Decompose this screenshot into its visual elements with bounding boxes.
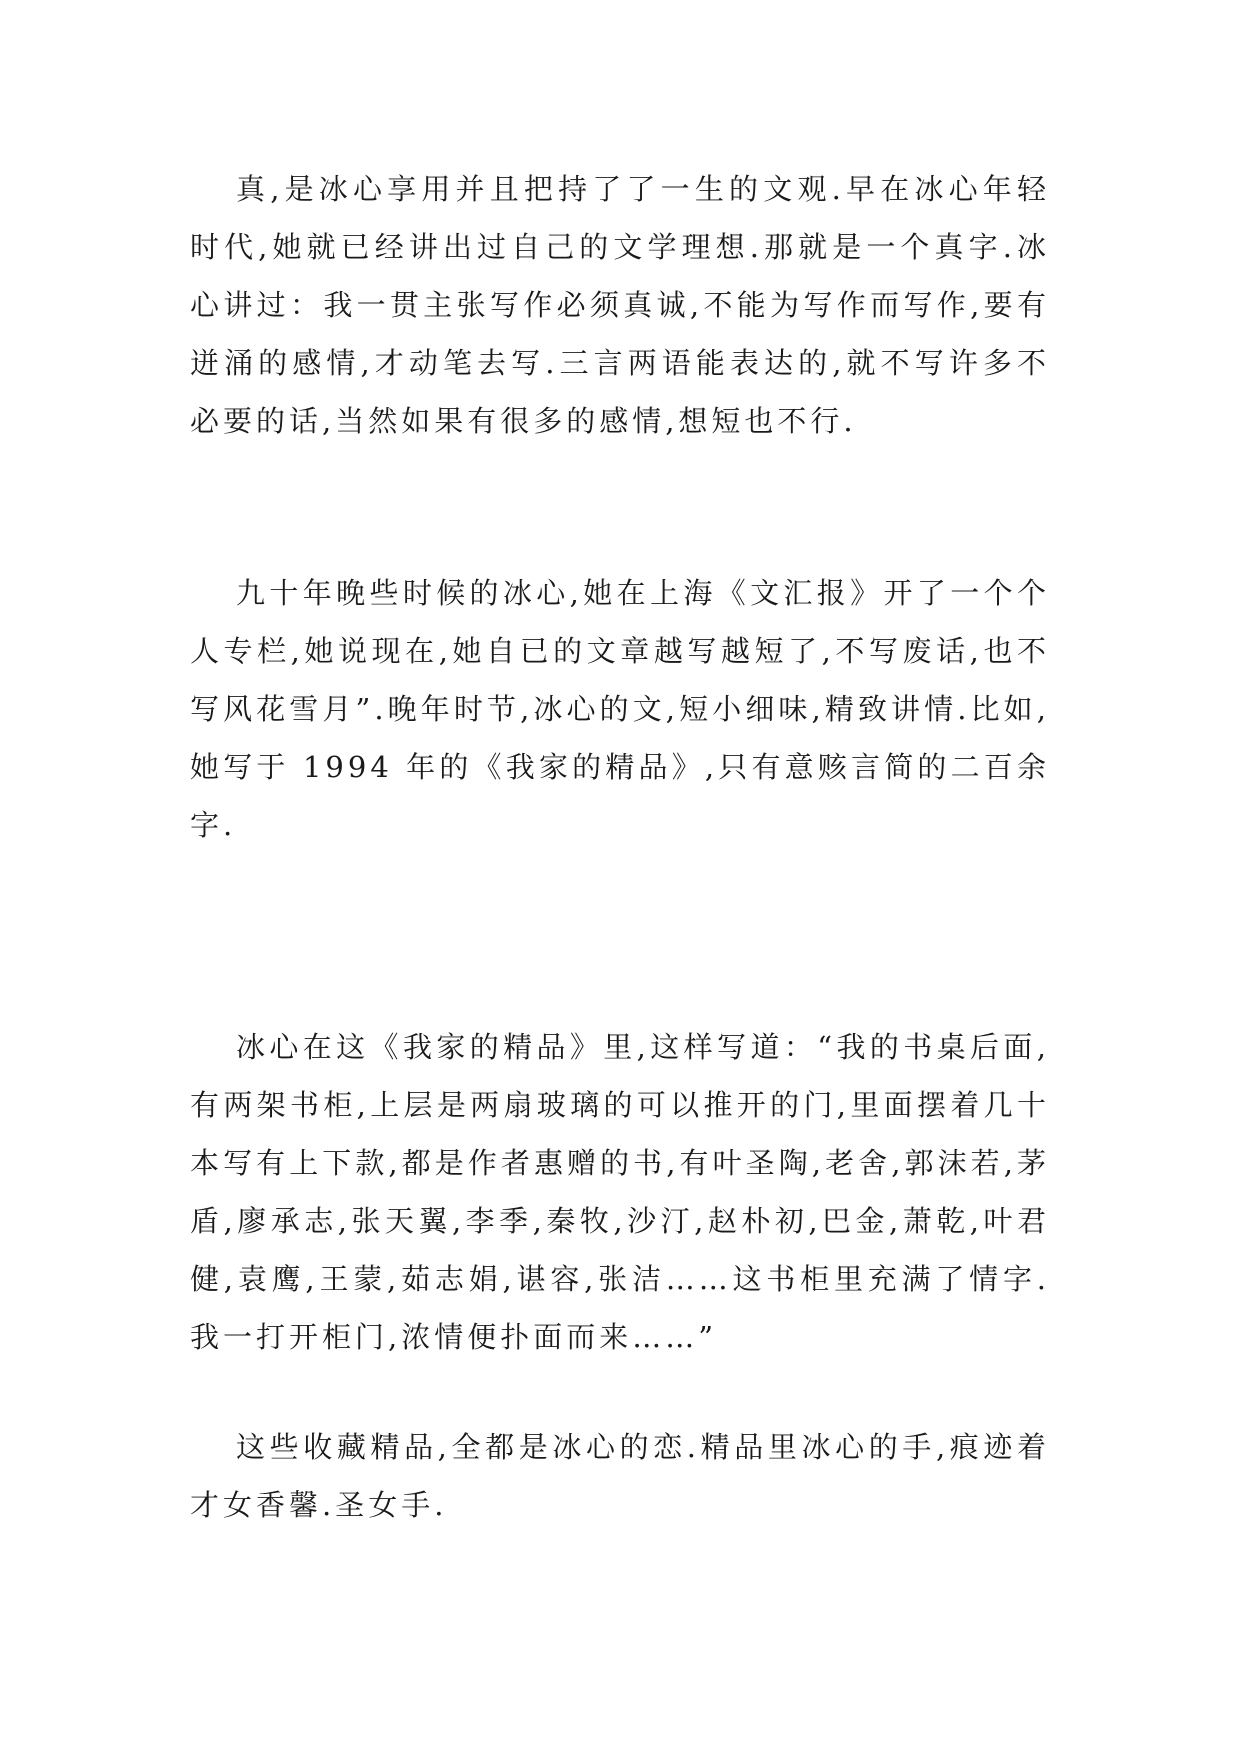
- paragraph-4: 这些收藏精品,全都是冰心的恋.精品里冰心的手,痕迹着才女香馨.圣女手.: [190, 1430, 1050, 1522]
- paragraph-2: 九十年晚些时候的冰心,她在上海《文汇报》开了一个个人专栏,她说现在,她自已的文章越写越短了,不写废话,也不写风花雪月”.晚年时节,冰心的文,短小细味,精致讲情.比如,她写于 1994 年的《我家的精品》,只有意赅言简的二百余字.: [190, 576, 1050, 842]
- paragraph-1: 真,是冰心享用并且把持了了一生的文观.早在冰心年轻时代,她就已经讲出过自己的文学理想.那就是一个真字.冰心讲过：我一贯主张写作必须真诚,不能为写作而写作,要有迸涌的感情,才动笔去写.三言两语能表达的,就不写许多不必要的话,当然如果有很多的感情,想短也不行.: [190, 172, 1050, 438]
- paragraph-3: 冰心在这《我家的精品》里,这样写道：“我的书桌后面,有两架书柜,上层是两扇玻璃的可以推开的门,里面摆着几十本写有上下款,都是作者惠赠的书,有叶圣陶,老舍,郭沫若,茅盾,廖承志,张天翼,李季,秦牧,沙汀,赵朴初,巴金,萧乾,叶君健,袁鹰,王蒙,茹志娟,谌容,张洁……这书柜里充满了情字.我一打开柜门,浓情便扑面而来……”: [190, 1030, 1050, 1354]
